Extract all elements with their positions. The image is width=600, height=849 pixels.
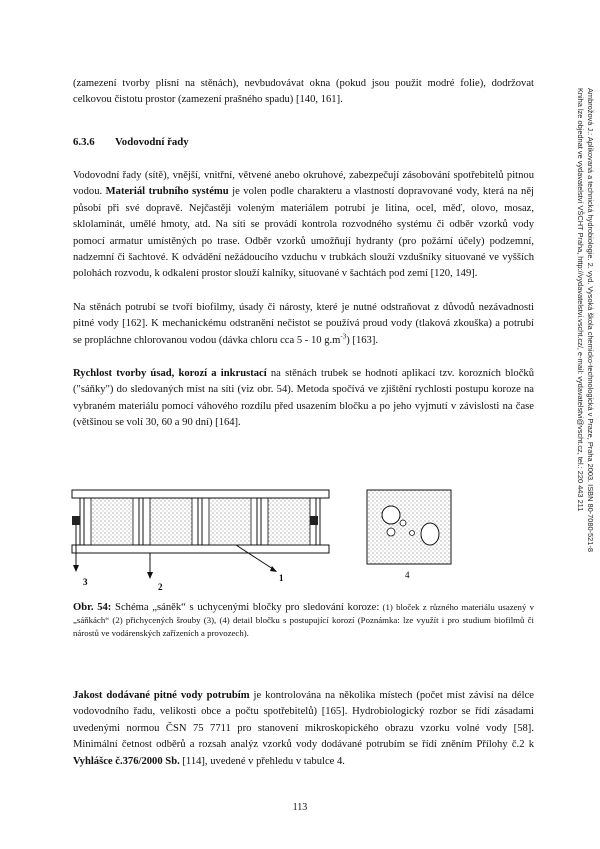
paragraph-quality xyxy=(73,688,534,770)
figure-label-2: 2 xyxy=(158,582,163,592)
bold-term: Materiál trubního systému xyxy=(105,186,229,198)
figure-label-1: 1 xyxy=(279,573,284,583)
block-detail xyxy=(367,490,451,564)
intro-text: (zamezení tvorby plísní na stěnách), nevbudovávat okna (pokud jsou použit modré folie), dodržovat celkovou čistotu prostor (zamezení prašného spadu) [140, 161]. xyxy=(73,78,534,106)
text: je volen podle charakteru a vlastností dopravované vody, která na něj působí při své dopravě. Nejčastěji voleným materiálem potrubí je litina, ocel, měď, olovo, mosaz, sklolaminát, umělé hmoty, atd. Na síti se provádí kontrola rozvodného systému či odběr vzorků vody pomocí armatur umístěných po trase. Odběr vzorků umožňují hydranty (pro požární účely) podzemní, nadzemní či šachtové. K odvádění nežádoucího vzduchu v trubkách slouží vzdušníky situované ve vyšších polohách rozvodu, k odkalení prostor slouží kalníky, situované v šachtách pod zemí [120, 149]. xyxy=(73,186,534,280)
text: [114], uvedené v přehledu v tabulce 4. xyxy=(179,755,345,767)
citation-line-2: Kniha lze objednat ve vydavatelství VŠCHT Praha, http://vydavatelstvi.vscht.cz/, e-mail: vydavatelstvi@vscht.cz, tel.: 220 443 211 xyxy=(576,88,585,512)
text: je kontrolována na několika místech (počet míst závisí na délce vodovodního řadu, velikosti obce a počtu spotřebitelů) [165]. Hydrobiologický rozbor se řídí zásadami uvedenými normou ČSN 75 7711 pro stanovení mikroskopického obrazu vzorku volné vody [58]. Minimální četnost odběrů a rozsah analýz vzorků vody dodávané potrubím se řídí zněním Přílohy č.2 k xyxy=(73,690,534,751)
figure-caption xyxy=(73,601,534,641)
text: ) [163]. xyxy=(346,334,379,346)
text: Vodovodní řady (sítě), vnější, vnitřní, větvené anebo okruhové, zabezpečují zásobování spotřebitelů pitnou vodou. xyxy=(73,170,534,198)
side-citation xyxy=(576,88,596,648)
figure-label-3: 3 xyxy=(83,577,88,587)
text: Na stěnách potrubí se tvoří biofilmy, úsady či nárosty, které je nutné odstraňovat z důvodů nezávadnosti pitné vody [162]. K mechanickému odstranění nečistot se používá proud vody (tlaková zkouška) a potrubí se propláchne chlorovanou vodou (dávka chloru cca 5 - 10 g.m xyxy=(73,302,534,346)
bold-term: Rychlost tvorby úsad, korozí a inkrustací xyxy=(73,368,267,379)
caption-label: Obr. 54: xyxy=(73,602,112,613)
text: na stěnách trubek se hodnotí aplikací tzv. korozních bločků ("sáňky") do sledovaných míst na síti (viz obr. 54). Metoda spočívá ve zjištění rychlosti postupu koroze na vybraném materiálu pomocí váhového rozdílu před usazením bločku a po jeho vyjmutí v závislosti na čase (většinou se volí 30, 60 a 90 dní) [164]. xyxy=(73,368,534,429)
page-number: 113 xyxy=(292,802,308,813)
section-title: Vodovodní řady xyxy=(115,136,189,148)
figure-label-4: 4 xyxy=(405,570,410,580)
section-number: 6.3.6 xyxy=(73,136,95,148)
bold-term: Jakost dodávané pitné vody potrubím xyxy=(73,690,250,701)
citation-line-1: Ambrožová J.: Aplikovaná a technická hydrobiologie. 2. vyd. Vysoká škola chemicko-technologická v Praze, Praha 2003. ISBN 80-7080-521-8 xyxy=(586,88,595,552)
arrowheads xyxy=(73,565,277,579)
caption-lead: Schéma „sáněk“ s uchycenými bločky pro sledování koroze: xyxy=(111,602,380,613)
superscript: -3 xyxy=(340,332,347,341)
caption-text: (1) bloček z různého materiálu usazený v „sáňkách“ (2) přichycených šrouby (3), (4) detail bločku s postupující korozí (Poznámka: lze využít i pro studium biofilmů či nárostů ve vodárenských zařízeních a provozech). xyxy=(73,602,534,639)
bold-term: Vyhlášce č.376/2000 Sb. xyxy=(73,755,180,767)
